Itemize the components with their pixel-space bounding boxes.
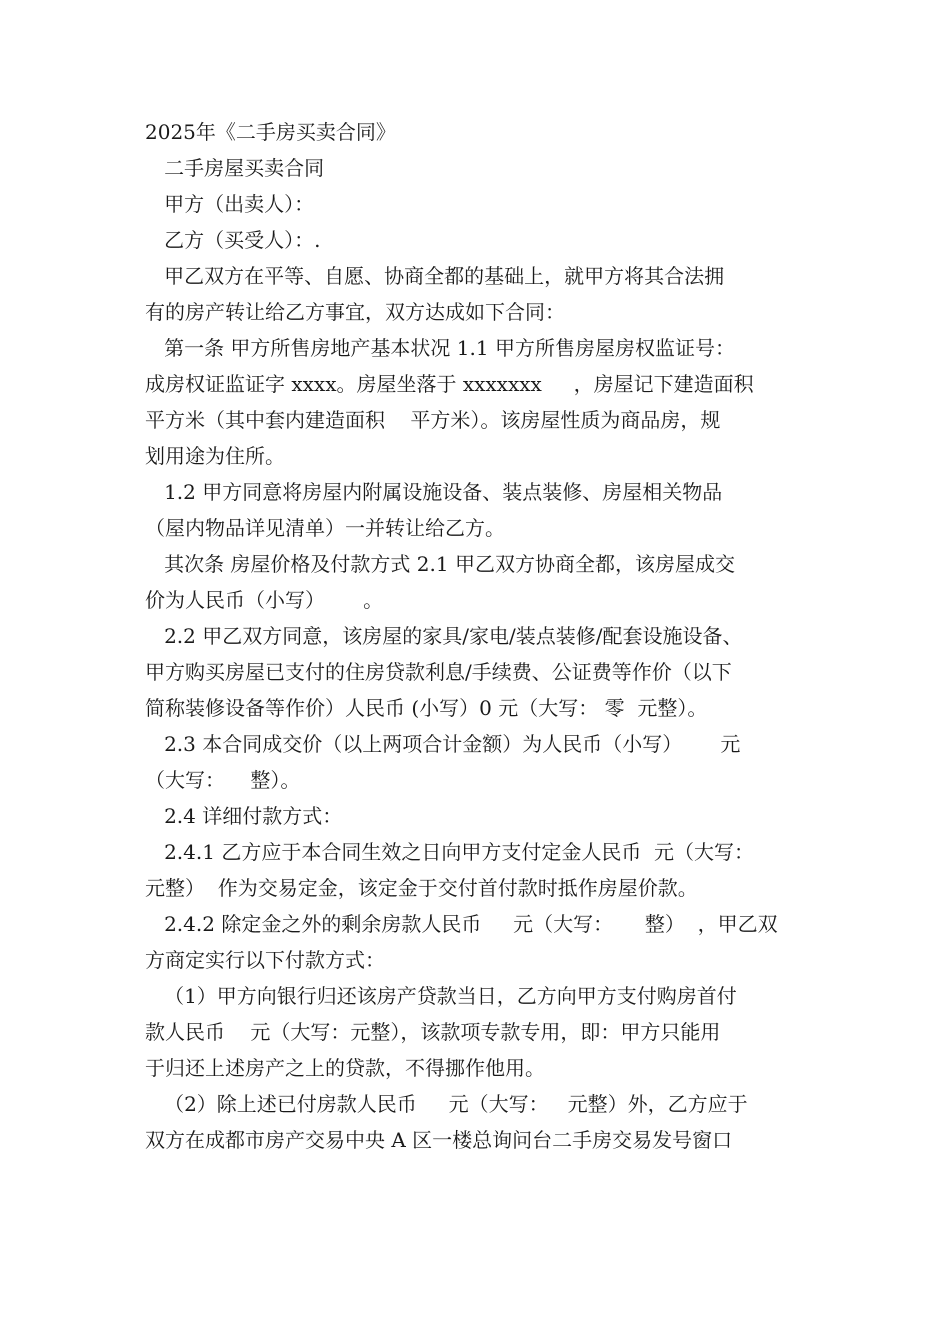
text-line: （1）甲方向银行归还该房产贷款当日，乙方向甲方支付购房首付 bbox=[145, 984, 737, 1008]
party-b-line: 乙方（买受人）：. bbox=[145, 228, 321, 252]
text-line: 简称装修设备等作价）人民币 (小写）0 元（大写： 零 元整）。 bbox=[145, 696, 708, 720]
text-line: 2.3 本合同成交价（以上两项合计金额）为人民币（小写） 元 bbox=[145, 732, 741, 756]
contract-heading: 二手房屋买卖合同 bbox=[145, 156, 325, 180]
text-line: 甲方购买房屋已支付的住房贷款利息/手续费、公证费等作价（以下 bbox=[145, 660, 732, 684]
text-line: （屋内物品详见清单）一并转让给乙方。 bbox=[145, 516, 505, 540]
text-line: 其次条 房屋价格及付款方式 2.1 甲乙双方协商全都，该房屋成交 bbox=[145, 552, 735, 576]
text-line: 2.4.1 乙方应于本合同生效之日向甲方支付定金人民币 元（大写： bbox=[145, 840, 755, 864]
text-line: 2.2 甲乙双方同意，该房屋的家具/家电/装点装修/配套设施设备、 bbox=[145, 624, 743, 648]
text-line: 2.4.2 除定金之外的剩余房款人民币 元（大写： 整） ，甲乙双 bbox=[145, 912, 778, 936]
text-line: 第一条 甲方所售房地产基本状况 1.1 甲方所售房屋房权监证号： bbox=[145, 336, 735, 360]
text-line: 2.4 详细付款方式： bbox=[145, 804, 343, 828]
text-line: 元整） 作为交易定金，该定金于交付首付款时抵作房屋价款。 bbox=[145, 876, 698, 900]
text-line: 平方米（其中套内建造面积 平方米）。该房屋性质为商品房，规 bbox=[145, 408, 721, 432]
text-line: 成房权证监证字 xxxx。房屋坐落于 xxxxxxx ，房屋记下建造面积 bbox=[145, 372, 754, 396]
text-line: 款人民币 元（大写：元整），该款项专款专用，即：甲方只能用 bbox=[145, 1020, 721, 1044]
text-line: （2）除上述已付房款人民币 元（大写： 元整）外，乙方应于 bbox=[145, 1092, 748, 1116]
text-line: 方商定实行以下付款方式： bbox=[145, 948, 385, 972]
text-line: 于归还上述房产之上的贷款，不得挪作他用。 bbox=[145, 1056, 545, 1080]
document-title: 2025年《二手房买卖合同》 bbox=[145, 120, 396, 144]
party-a-line: 甲方（出卖人）： bbox=[145, 192, 315, 216]
text-line: 甲乙双方在平等、自愿、协商全都的基础上，就甲方将其合法拥 bbox=[145, 264, 725, 288]
contract-body bbox=[145, 114, 805, 1158]
text-line: 划用途为住所。 bbox=[145, 444, 285, 468]
text-line: 有的房产转让给乙方事宜，双方达成如下合同： bbox=[145, 300, 565, 324]
text-line: 价为人民币（小写） 。 bbox=[145, 588, 384, 612]
text-line: 1.2 甲方同意将房屋内附属设施设备、装点装修、房屋相关物品 bbox=[145, 480, 723, 504]
text-line: （大写： 整）。 bbox=[145, 768, 301, 792]
text-line: 双方在成都市房产交易中央 A 区一楼总询问台二手房交易发号窗口 bbox=[145, 1128, 733, 1152]
